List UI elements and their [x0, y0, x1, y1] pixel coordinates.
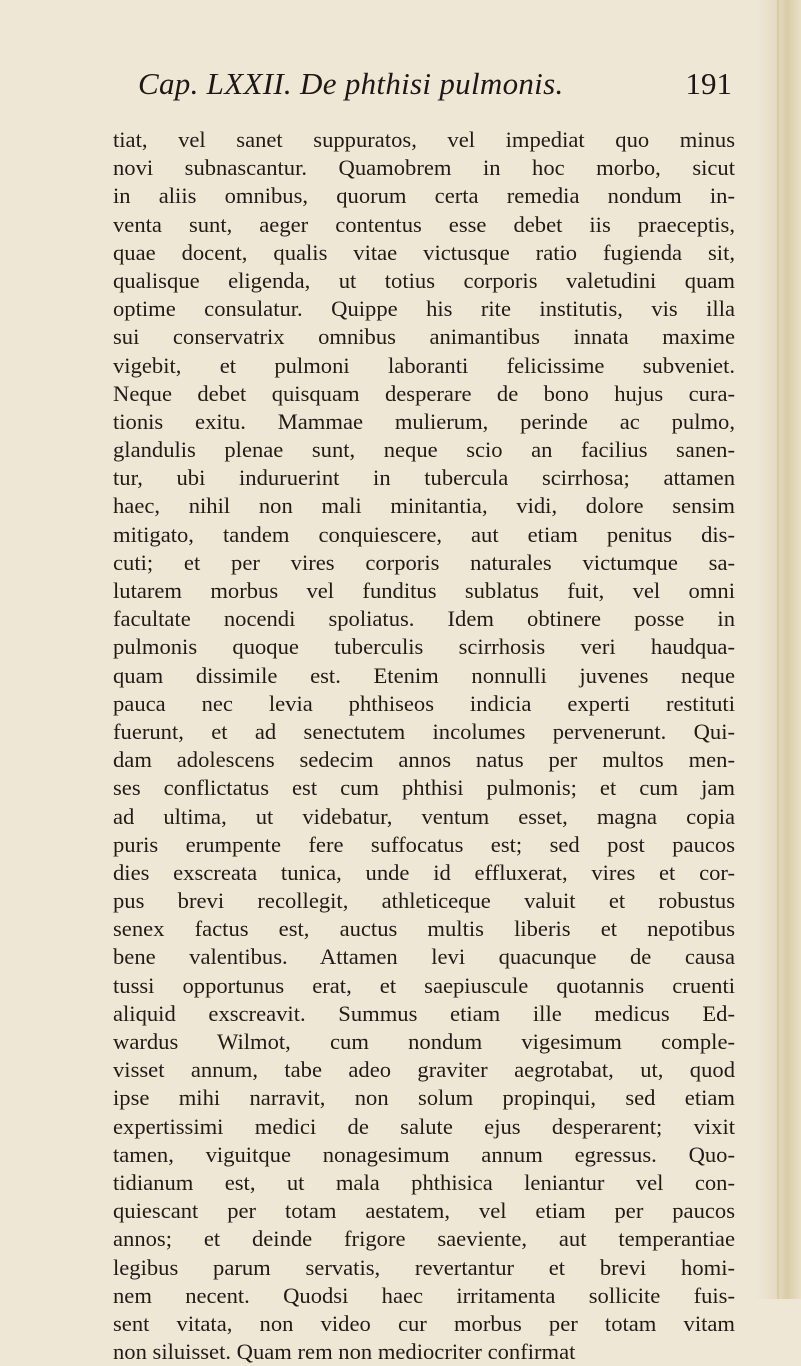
- text-line: in aliis omnibus, quorum certa remedia nondum in-: [113, 183, 735, 209]
- text-line: tamen, viguitque nonagesimum annum egressus. Quo-: [113, 1141, 735, 1167]
- text-line: fuerunt, et ad senectutem incolumes pervenerunt. Qui-: [113, 718, 735, 744]
- text-line: dam adolescens sedecim annos natus per multos men-: [113, 747, 735, 773]
- text-line: quae docent, qualis vitae victusque ratio fugienda sit,: [113, 239, 735, 265]
- text-line: non siluisset. Quam rem non mediocriter confirmat: [113, 1339, 576, 1365]
- text-line: cuti; et per vires corporis naturales victumque sa-: [113, 549, 735, 575]
- text-line: puris erumpente fere suffocatus est; sed post paucos: [113, 831, 735, 857]
- text-line: sent vitata, non video cur morbus per totam vitam: [113, 1310, 735, 1336]
- text-line: vigebit, et pulmoni laboranti felicissime subveniet.: [113, 352, 735, 378]
- text-line: pus brevi recollegit, athleticeque valuit et robustus: [113, 888, 735, 914]
- text-line: tiat, vel sanet suppuratos, vel impediat quo minus: [113, 127, 735, 152]
- text-line: glandulis plenae sunt, neque scio an facilius sanen-: [113, 437, 735, 463]
- text-line: pulmonis quoque tuberculis scirrhosis veri haudqua-: [113, 634, 735, 660]
- text-line: visset annum, tabe adeo graviter aegrotabat, ut, quod: [113, 1057, 735, 1083]
- text-line: lutarem morbus vel funditus sublatus fuit, vel omni: [113, 578, 735, 603]
- text-line: quam dissimile est. Etenim nonnulli juvenes neque: [113, 662, 735, 688]
- text-line: legibus parum servatis, revertantur et brevi homi-: [113, 1254, 735, 1280]
- text-line: aliquid exscreavit. Summus etiam ille medicus Ed-: [113, 1000, 735, 1026]
- text-line: tur, ubi induruerint in tubercula scirrhosa; attamen: [113, 465, 735, 491]
- body-text: [113, 126, 735, 1366]
- page-number: 191: [685, 66, 732, 101]
- text-line: wardus Wilmot, cum nondum vigesimum comple-: [113, 1029, 735, 1054]
- text-line: expertissimi medici de salute ejus desperarent; vixit: [113, 1113, 735, 1139]
- text-line: annos; et deinde frigore saeviente, aut temperantiae: [113, 1226, 735, 1252]
- text-line: ses conflictatus est cum phthisi pulmonis; et cum jam: [113, 775, 735, 801]
- text-line: nem necent. Quodsi haec irritamenta sollicite fuis-: [113, 1282, 735, 1308]
- text-line: senex factus est, auctus multis liberis et nepotibus: [113, 916, 735, 942]
- text-line: novi subnascantur. Quamobrem in hoc morbo, sicut: [113, 155, 735, 181]
- text-line: optime consulatur. Quippe his rite institutis, vis illa: [113, 296, 735, 322]
- text-line: venta sunt, aeger contentus esse debet iis praeceptis,: [113, 211, 735, 237]
- text-line: sui conservatrix omnibus animantibus innata maxime: [113, 324, 735, 350]
- text-line: haec, nihil non mali minitantia, vidi, dolore sensim: [113, 493, 735, 519]
- text-line: facultate nocendi spoliatus. Idem obtinere posse in: [113, 606, 735, 632]
- text-line: ad ultima, ut videbatur, ventum esset, magna copia: [113, 803, 735, 829]
- text-line: pauca nec levia phthiseos indicia experti restituti: [113, 690, 735, 716]
- text-line: Neque debet quisquam desperare de bono hujus cura-: [113, 380, 735, 406]
- text-line: tussi opportunus erat, et saepiuscule quotannis cruenti: [113, 972, 735, 998]
- text-line: dies exscreata tunica, unde id effluxerat, vires et cor-: [113, 859, 735, 885]
- text-line: tidianum est, ut mala phthisica leniantur vel con-: [113, 1169, 735, 1195]
- text-line: qualisque eligenda, ut totius corporis valetudini quam: [113, 267, 735, 293]
- page-fold-line: [777, 0, 779, 1299]
- text-line: bene valentibus. Attamen levi quacunque de causa: [113, 944, 735, 970]
- text-line: ipse mihi narravit, non solum propinqui, sed etiam: [113, 1085, 735, 1111]
- text-line: quiescant per totam aestatem, vel etiam per paucos: [113, 1198, 735, 1224]
- text-line: tionis exitu. Mammae mulierum, perinde ac pulmo,: [113, 408, 735, 434]
- page-header: [118, 66, 732, 110]
- text-line: mitigato, tandem conquiescere, aut etiam penitus dis-: [113, 521, 735, 547]
- running-title: Cap. LXXII. De phthisi pulmonis.: [138, 66, 564, 101]
